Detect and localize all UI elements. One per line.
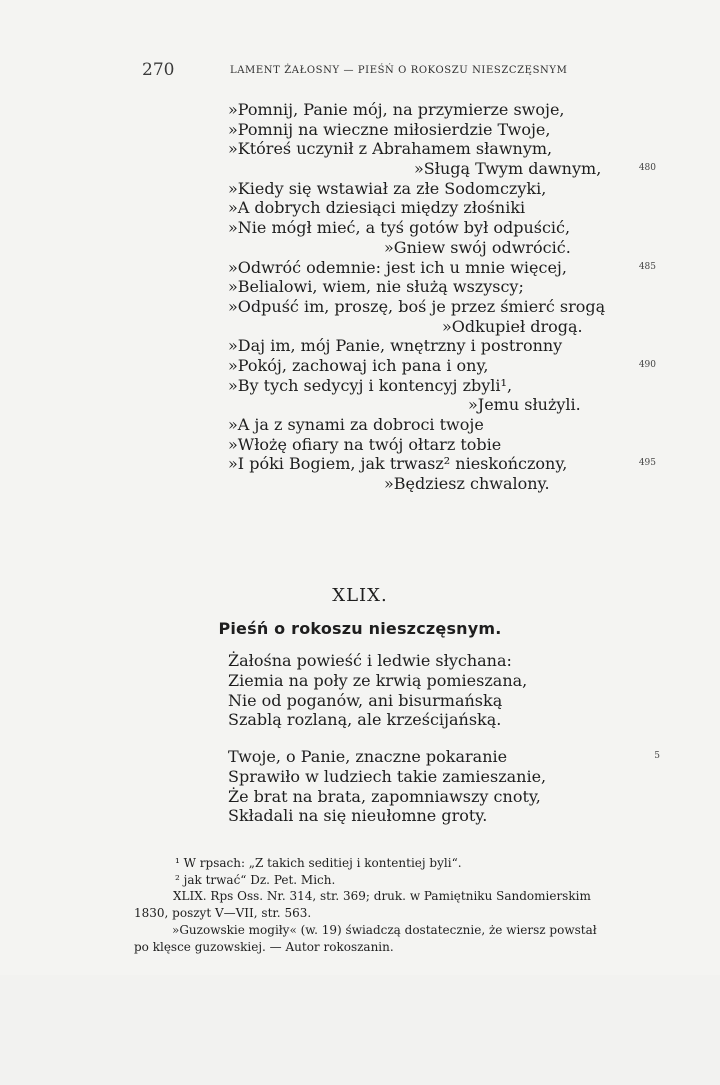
poem-line-text: »Belialowi, wiem, nie służą wszyscy; [228, 277, 524, 297]
poem-line [228, 179, 608, 199]
running-head [142, 60, 602, 82]
stanza-line-text: Sprawiło w ludziech takie zamieszanie, [228, 766, 547, 786]
poem-line-text: »Włożę ofiary na twój ołtarz tobie [228, 434, 502, 454]
poem-line [228, 454, 656, 474]
stanza-line [228, 747, 668, 767]
poem-line [228, 100, 608, 120]
stanza-line [228, 787, 668, 807]
poem-line-text: »Kiedy się wstawiał za złe Sodomczyki, [228, 178, 547, 198]
section-title: Pieśń o rokoszu nieszczęsnym. [218, 619, 502, 638]
stanza-line-text: Twoje, o Panie, znaczne pokaranie [228, 747, 508, 766]
poem-line [228, 435, 608, 455]
footnotes [134, 855, 674, 955]
poem-line-text: »Pomnij, Panie mój, na przymierze swoje, [228, 100, 565, 119]
poem-line-text: »Któreś uczynił z Abrahamem sławnym, [228, 139, 553, 159]
poem-line [228, 336, 608, 356]
stanza [228, 747, 668, 826]
section-number: XLIX. [332, 585, 388, 606]
page-margin [0, 975, 720, 1085]
poem-line [228, 139, 608, 159]
poem-line [228, 218, 608, 238]
line-number: 490 [638, 359, 656, 370]
poem-line [228, 474, 608, 494]
stanza [228, 651, 668, 730]
poem-line-text: »Jemu służyli. [468, 395, 581, 415]
poem-line-text: »Będziesz chwalony. [384, 474, 550, 494]
line-number: 5 [654, 751, 660, 761]
poem-line-text: »Odkupieł drogą. [442, 316, 583, 336]
poem-line-text: »Sługą Twym dawnym, [414, 159, 602, 179]
footnote-continuation: po klęsce guzowskiej. — Autor rokoszanin. [134, 939, 394, 954]
poem-line-text: »Nie mógł mieć, a tyś gotów był odpuścić, [228, 218, 571, 238]
stanza-line-text: Że brat na brata, zapomniawszy cnoty, [228, 786, 541, 806]
stanza-line-text: Ziemia na poły ze krwią pomieszana, [228, 670, 528, 690]
running-head-title: LAMENT ŻAŁOSNY — PIEŚŃ O ROKOSZU NIESZCZĘSNYM [230, 65, 568, 76]
poem-line [228, 159, 656, 179]
poem-line [228, 277, 608, 297]
stanza-line-text: Nie od poganów, ani bisurmańską [228, 690, 503, 710]
poem-line [228, 120, 608, 140]
poem-line [228, 257, 656, 278]
footnote: ¹ W rpsach: „Z takich seditiej i kontentiej byli“. [175, 856, 462, 870]
footnote: XLIX. Rps Oss. Nr. 314, str. 369; druk. w Pamiętniku Sandomierskim [173, 889, 591, 904]
stanza-line-text: Szablą rozlaną, ale krześcijańską. [228, 710, 502, 730]
stanza-line [228, 651, 668, 671]
stanza-line-text: Składali na się nieułomne groty. [228, 806, 488, 826]
stanza-line [228, 767, 668, 787]
stanza-line [228, 671, 668, 691]
page-number: 270 [142, 60, 175, 80]
poem-line-text: »Odpuść im, proszę, boś je przez śmierć srogą [228, 296, 606, 316]
stanza-line [228, 806, 668, 826]
line-number: 495 [638, 458, 656, 469]
poem-line-text: »By tych sedycyj i kontencyj zbyli¹, [228, 375, 513, 395]
poem-line [228, 198, 608, 218]
poem-line-text: »Odwróć odemnie: jest ich u mnie więcej, [228, 257, 567, 277]
footnote: ² jak trwać“ Dz. Pet. Mich. [175, 872, 336, 887]
poem-line-text: »A dobrych dziesiąci między złośniki [228, 198, 526, 218]
footnote-continuation: 1830, poszyt V—VII, str. 563. [134, 906, 312, 921]
poem-excerpt [228, 100, 656, 494]
poem-line [228, 317, 608, 337]
poem-line-text: »Gniew swój odwrócić. [384, 237, 571, 257]
stanza-line [228, 710, 668, 730]
poem-line-text: »Pokój, zachowaj ich pana i ony, [228, 355, 489, 375]
poem-line-text: »A ja z synami za dobroci twoje [228, 415, 484, 434]
stanza-line [228, 691, 668, 711]
footnote: »Guzowskie mogiły« (w. 19) świadczą dostatecznie, że wiersz powstał [172, 922, 597, 937]
poem-line [228, 238, 608, 258]
line-number: 480 [638, 163, 656, 174]
poem-line [228, 395, 608, 415]
poem-line [228, 415, 608, 435]
poem-line [228, 355, 656, 376]
poem-line-text: »Daj im, mój Panie, wnętrzny i postronny [228, 336, 563, 356]
poem-line [228, 297, 608, 317]
poem-line-text: »Pomnij na wieczne miłosierdzie Twoje, [228, 119, 551, 139]
stanza-line-text: Żałośna powieść i ledwie słychana: [228, 651, 512, 670]
poem-line [228, 376, 608, 396]
poem-line-text: »I póki Bogiem, jak trwasz² nieskończony, [228, 454, 568, 474]
line-number: 485 [638, 261, 656, 272]
